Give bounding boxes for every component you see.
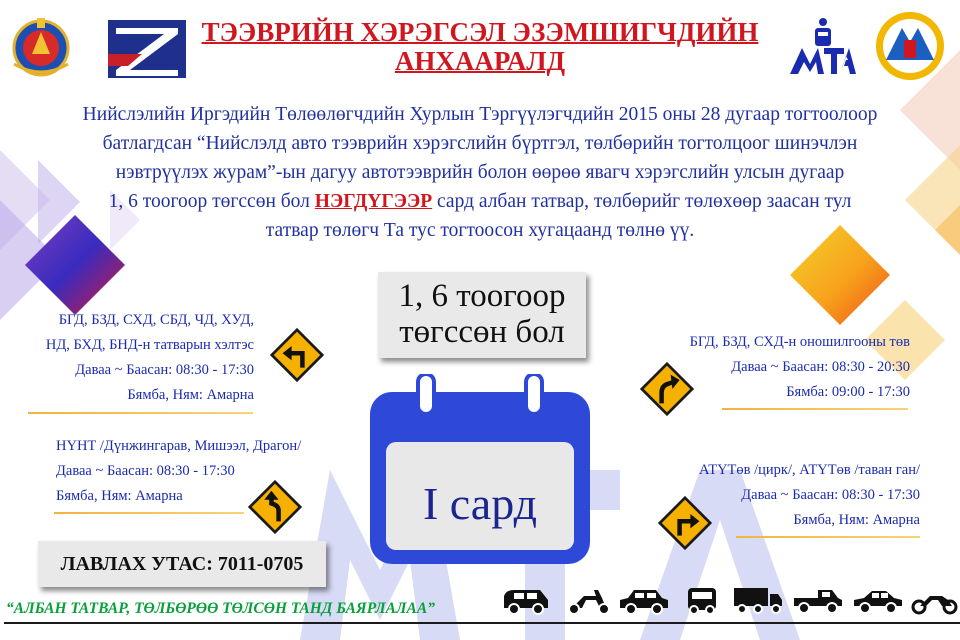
notice-line-1: Нийслэлийн Иргэдийн Төлөөлөгчдийн Хурлын Тэргүүлэгчдийн 2015 оны 28 дугаар тогтоолоор — [82, 104, 878, 125]
sedan-icon — [852, 586, 904, 616]
title-line-1: ТЭЭВРИЙН ХЭРЭГСЭЛ ЭЗЭМШИГЧДИЙН — [201, 17, 759, 47]
turn-right-sign-icon — [658, 496, 712, 550]
van-icon — [500, 586, 552, 616]
office-3-underline — [722, 408, 908, 410]
title-line-2: АНХААРАЛД — [394, 46, 566, 76]
auto-teever-badge-icon — [874, 10, 946, 82]
office-2-weekend-hours: Бямба, Ням: Амарна — [56, 488, 183, 504]
office-1-name-line-2: НД, БХД, БНД-н татварын хэлтэс — [45, 337, 254, 353]
curve-left-sign-icon — [248, 480, 302, 534]
scooter-icon — [562, 586, 614, 616]
office-2-underline — [54, 512, 244, 514]
notice-line-4 — [40, 187, 920, 216]
office-1-underline — [28, 412, 253, 414]
curve-right-sign-icon — [640, 362, 694, 416]
notice-line-4-start: 1, 6 тоогоор төгссөн бол — [108, 191, 315, 212]
page-title — [200, 18, 760, 76]
z-brand-logo-icon — [108, 20, 186, 78]
motorcycle-icon — [908, 586, 960, 616]
office-3-weekday-hours: Даваа ~ Баасан: 08:30 - 20:30 — [731, 359, 910, 375]
truck-icon — [732, 586, 784, 616]
office-1-weekend-hours: Бямба, Ням: Амарна — [127, 387, 254, 403]
office-2-weekday-hours: Даваа ~ Баасан: 08:30 - 17:30 — [56, 463, 235, 479]
office-4-name: АТҮТөв /цирк/, АТҮТөв /таван ган/ — [699, 462, 920, 478]
thanks-message: “АЛБАН ТАТВАР, ТӨЛБӨРӨӨ ТӨЛСӨН ТАНД БАЯРЛАЛАА” — [6, 600, 435, 617]
office-1-name-line-1: БГД, БЗД, СХД, СБД, ЧД, ХУД, — [58, 312, 254, 328]
office-4-weekday-hours: Даваа ~ Баасан: 08:30 - 17:30 — [741, 487, 920, 503]
office-diagnostic-center — [660, 330, 910, 405]
notice-paragraph — [40, 100, 920, 245]
pickup-icon — [792, 586, 844, 616]
notice-line-3: нэвтрүүлэх журам”-ын дагуу автотээврийн болон өөрөө явагч хэрэгслийн улсын дугаар — [115, 162, 845, 183]
suv-icon — [618, 586, 670, 616]
office-4-underline — [736, 536, 920, 538]
calendar-month-label: I сард — [422, 478, 537, 529]
condition-line-1: 1, 6 тоогоор — [398, 278, 566, 314]
notice-line-2: батлагдсан “Нийслэлд авто тээврийн хэрэгслийн бүртгэл, төлбөрийн тогтолцоог шинэчлэн — [102, 133, 858, 154]
office-2-name: НҮНТ /Дүнжингарав, Мишээл, Драгон/ — [56, 438, 302, 454]
calendar-icon — [364, 374, 596, 570]
mta-logo-icon — [788, 12, 858, 78]
office-4-weekend-hours: Бямба, Ням: Амарна — [793, 512, 920, 528]
condition-card — [378, 272, 586, 358]
notice-line-5: татвар төлөгч Та тус тогтоосон хугацаанд төлнө үү. — [265, 220, 695, 241]
notice-line-4-end: сард албан татвар, төлбөрийг төлөхөөр заасан тул — [432, 191, 852, 212]
hotline-phone: ЛАВЛАХ УТАС: 7011-0705 — [38, 541, 326, 587]
state-emblem-icon — [10, 14, 72, 78]
office-1-weekday-hours: Даваа ~ Баасан: 08:30 - 17:30 — [75, 362, 254, 378]
condition-line-2: төгссөн бол — [399, 314, 565, 350]
office-3-weekend-hours: Бямба: 09:00 - 17:30 — [786, 384, 910, 400]
notice-highlight-month: НЭГДҮГЭЭР — [314, 191, 433, 212]
office-tax-division — [24, 308, 254, 408]
minibus-icon — [676, 586, 728, 616]
office-3-name: БГД, БЗД, СХД-н оношилгооны төв — [689, 334, 910, 350]
turn-left-sign-icon — [270, 328, 324, 382]
footer-line — [4, 622, 960, 624]
